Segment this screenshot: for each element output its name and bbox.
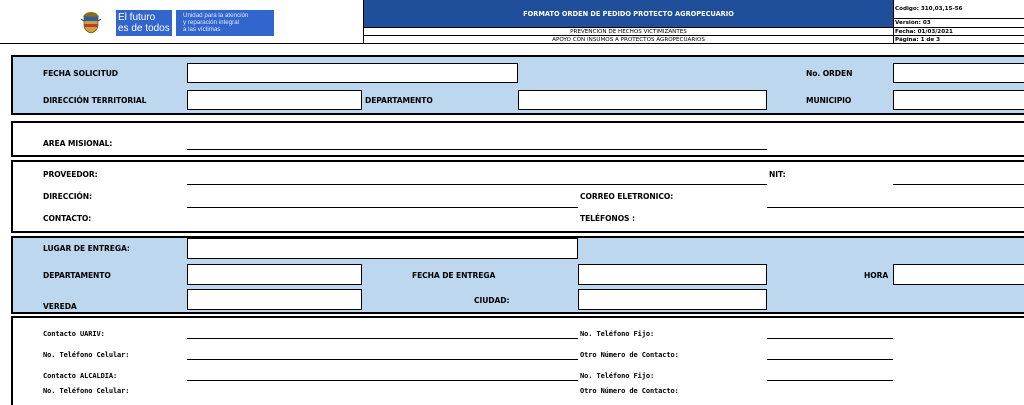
departamento-field[interactable] [518,90,767,110]
subtitle-2: APOYO CON INSUMOS A PROTECTOS AGROPECUARIOS [552,37,705,43]
logo-line1: El futuro [118,12,156,23]
correo-label: CORREO ELETRONICO: [580,192,674,201]
proveedor-section [11,160,1024,233]
departamento-entrega-field[interactable] [187,264,362,285]
municipio-field[interactable] [893,90,1024,110]
fecha-solicitud-label: FECHA SOLICITUD [43,69,118,78]
tel-fijo-label: No. Teléfono Fijo: [580,330,655,338]
vereda-label: VEREDA [43,302,77,311]
contacto-label: CONTACTO: [43,214,92,223]
correo-input[interactable] [767,207,1024,208]
tel-fijo-input[interactable] [767,338,893,339]
municipio-label: MUNICIPIO [806,96,852,105]
tel-celular-2-label: No. Teléfono Celular: [43,387,130,395]
lugar-entrega-field[interactable] [187,238,578,259]
fecha-solicitud-field[interactable] [187,63,518,83]
otro-numero-input[interactable] [767,359,893,360]
ciudad-label: CIUDAD: [474,296,510,305]
tel-celular-input[interactable] [187,359,578,360]
document-version: Versión: 03 [895,20,931,26]
subtitle-1: PREVENCION DE HECHOS VICTIMIZANTES [570,29,687,35]
hora-label: HORA [864,271,889,280]
proveedor-input[interactable] [187,184,767,185]
logo-sub1: Unidad para la atención [183,12,249,19]
logo-line2: es de todos [118,23,170,34]
page-number: Página: 1 de 3 [895,37,941,43]
direccion-label: DIRECCIÓN: [43,192,92,201]
logo-sub3: a las víctimas [183,26,221,33]
fecha-entrega-label: FECHA DE ENTREGA [412,271,496,280]
lugar-entrega-label: LUGAR DE ENTREGA: [43,244,130,253]
direccion-territorial-label: DIRECCIÓN TERRITORIAL [43,96,147,105]
contactos-section [11,316,1024,405]
telefonos-label: TELÉFONOS : [580,214,635,223]
document-title: FORMATO ORDEN DE PEDIDO PROTECTO AGROPECUARIO [523,10,734,18]
departamento-entrega-label: DEPARTAMENTO [43,271,111,280]
document-date: Fecha: 01/03/2021 [895,29,953,35]
nit-input[interactable] [893,184,1024,185]
no-orden-field[interactable] [893,63,1024,83]
area-misional-section [11,121,1024,157]
contacto-uariv-label: Contacto UARIV: [43,330,105,338]
fecha-entrega-field[interactable] [578,264,767,285]
area-misional-input[interactable] [187,149,767,150]
contacto-uariv-input[interactable] [187,338,578,339]
nit-label: NIT: [769,170,786,179]
direccion-territorial-field[interactable] [187,90,362,110]
contacto-alcaldia-label: Contacto ALCALDIA: [43,372,118,380]
no-orden-label: No. ORDEN [806,69,853,78]
tel-fijo-2-input[interactable] [767,380,893,381]
document-code: Código: 310,03,15-56 [895,6,963,12]
otro-numero-2-label: Otro Número de Contacto: [580,387,679,395]
logo-area [0,0,364,44]
coat-of-arms-icon [80,10,102,34]
direccion-input[interactable] [187,207,578,208]
tel-celular-label: No. Teléfono Celular: [43,351,130,359]
area-misional-label: AREA MISIONAL: [43,139,113,148]
proveedor-label: PROVEEDOR: [43,170,98,179]
otro-numero-label: Otro Número de Contacto: [580,351,679,359]
vereda-field[interactable] [187,289,362,310]
contacto-alcaldia-input[interactable] [187,380,578,381]
hora-field[interactable] [893,264,1024,285]
tel-fijo-2-label: No. Teléfono Fijo: [580,372,655,380]
logo-sub2: y reparación integral [183,19,240,26]
departamento-label: DEPARTAMENTO [365,96,433,105]
ciudad-field[interactable] [578,289,767,310]
